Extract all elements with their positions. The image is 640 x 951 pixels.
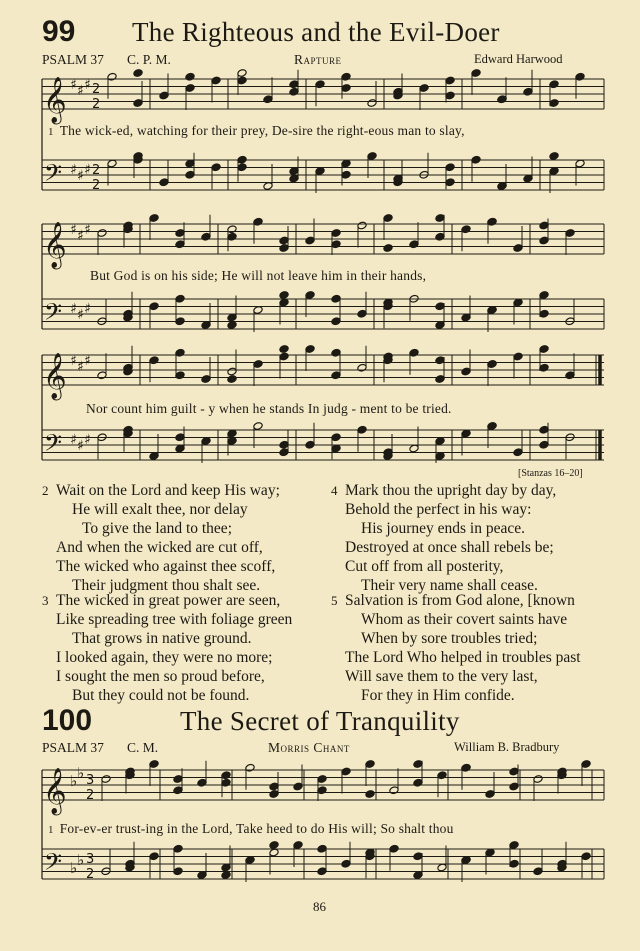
note-head — [365, 790, 375, 799]
hymn-99-meter: C. P. M. — [127, 52, 171, 67]
time-signature-icon: 2 — [86, 788, 95, 803]
key-signature-flat-icon: ♭ — [77, 851, 85, 869]
key-signature-sharp-icon: ♯ — [77, 438, 84, 454]
time-signature-icon: 2 — [92, 97, 101, 112]
key-signature-sharp-icon: ♯ — [84, 222, 91, 238]
key-signature-sharp-icon: ♯ — [84, 353, 91, 369]
hymn-100-verse-number: 1 — [48, 824, 54, 836]
bass-clef-icon: 𝄢 — [44, 429, 63, 462]
key-signature-sharp-icon: ♯ — [77, 168, 84, 184]
hymn-99-verse-5: 5 Salvation is from God alone, [known Whom as their covert saints have When by sore troubles tried; The Lord Who helped in troubles past Will save them to the very last, For they in Him confide. — [331, 592, 581, 705]
time-signature-icon: 2 — [92, 178, 101, 193]
hymn-99-lyric-line-3: Nor count him guilt - y when he stands In judg - ment to be tried. — [86, 401, 452, 416]
hymn-99-lyric-line-1: 1 The wick-ed, watching for their prey, De-sire the right-eous man to slay, — [48, 123, 465, 138]
time-signature-icon: 2 — [86, 867, 95, 882]
key-signature-sharp-icon: ♯ — [70, 353, 77, 369]
key-signature-sharp-icon: ♯ — [77, 307, 84, 323]
time-signature-icon: 2 — [92, 82, 101, 97]
key-signature-sharp-icon: ♯ — [70, 301, 77, 317]
key-signature-sharp-icon: ♯ — [70, 222, 77, 238]
key-signature-sharp-icon: ♯ — [77, 83, 84, 99]
treble-clef-icon: 𝄞 — [43, 768, 67, 814]
treble-clef-icon: 𝄞 — [43, 77, 67, 123]
hymn-100-composer: William B. Bradbury — [454, 740, 560, 754]
hymn-99-title: The Righteous and the Evil-Doer — [132, 17, 500, 47]
key-signature-sharp-icon: ♯ — [70, 162, 77, 178]
hymn-99-verse-number: 1 — [48, 126, 54, 138]
treble-clef-icon: 𝄞 — [43, 222, 67, 268]
hymn-100-meter: C. M. — [127, 740, 159, 755]
key-signature-sharp-icon: ♯ — [77, 359, 84, 375]
hymn-99-tune: Rapture — [294, 52, 342, 67]
hymn-100-title: The Secret of Tranquility — [180, 706, 460, 736]
hymn-99-stanza-note: [Stanzas 16–20] — [518, 468, 583, 479]
key-signature-flat-icon: ♭ — [70, 859, 78, 877]
note-head — [269, 841, 279, 850]
hymn-99-verse-2: 2 Wait on the Lord and keep His way; He will exalt thee, nor delay To give the land to thee; And when the wicked are cut off, The wicked who against thee scoff, Their judgment thou shalt see. — [42, 482, 280, 595]
hymn-99-verse-3: 3 The wicked in great power are seen, Like spreading tree with foliage green That grows in native ground. I looked again, they were no more; I sought the men so proud before, But they could not be found. — [42, 592, 293, 705]
page-number: 86 — [313, 899, 326, 914]
treble-clef-icon: 𝄞 — [43, 353, 67, 399]
time-signature-icon: 3 — [86, 852, 95, 867]
key-signature-sharp-icon: ♯ — [84, 162, 91, 178]
key-signature-sharp-icon: ♯ — [70, 432, 77, 448]
key-signature-sharp-icon: ♯ — [84, 77, 91, 93]
hymn-100-tune: Morris Chant — [268, 740, 350, 755]
hymn-99-psalm: PSALM 37 — [42, 52, 104, 67]
key-signature-flat-icon: ♭ — [70, 772, 78, 790]
bass-clef-icon: 𝄢 — [44, 848, 63, 881]
time-signature-icon: 2 — [92, 163, 101, 178]
bass-clef-icon: 𝄢 — [44, 159, 63, 192]
key-signature-flat-icon: ♭ — [77, 764, 85, 782]
hymn-99-lyric-line-2: But God is on his side; He will not leave him in their hands, — [90, 268, 427, 283]
hymn-99-number: 99 — [42, 15, 76, 48]
key-signature-sharp-icon: ♯ — [77, 228, 84, 244]
key-signature-sharp-icon: ♯ — [84, 432, 91, 448]
time-signature-icon: 3 — [86, 773, 95, 788]
hymn-100-psalm: PSALM 37 — [42, 740, 104, 755]
hymn-100-lyric-line-1: 1 For-ev-er trust-ing in the Lord, Take heed to do His will; So shalt thou — [48, 821, 454, 836]
key-signature-sharp-icon: ♯ — [84, 301, 91, 317]
hymn-100-number: 100 — [42, 704, 93, 737]
hymn-99-composer: Edward Harwood — [474, 52, 563, 66]
hymn-99-verse-4: 4 Mark thou the upright day by day, Behold the perfect in his way: His journey ends in peace. Destroyed at once shall rebels be; Cut off from all posterity, Their very name shall cease. — [331, 482, 557, 595]
bass-clef-icon: 𝄢 — [44, 298, 63, 331]
key-signature-sharp-icon: ♯ — [70, 77, 77, 93]
